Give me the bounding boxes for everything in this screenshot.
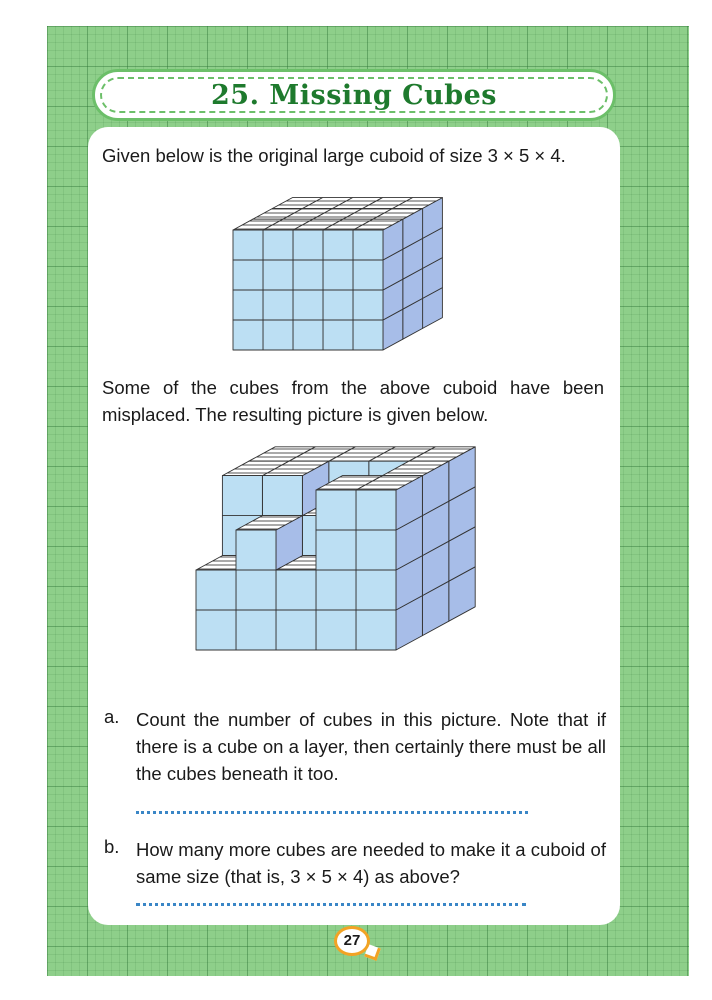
cube-front-face	[233, 260, 263, 290]
question-a-letter: a.	[104, 706, 120, 727]
cube-front-face	[356, 570, 396, 610]
cube-front-face	[263, 230, 293, 260]
answer-line-b[interactable]	[136, 903, 526, 906]
cube-front-face	[316, 490, 356, 530]
cube-front-face	[323, 320, 353, 350]
cube-front-face	[263, 260, 293, 290]
cube-front-face	[323, 260, 353, 290]
page-title: 25. Missing Cubes	[211, 80, 497, 111]
page-number-badge: 27	[334, 926, 370, 956]
original-cuboid-figure	[233, 198, 442, 350]
cube-front-face	[316, 570, 356, 610]
cube-front-face	[356, 490, 396, 530]
cube-front-face	[236, 530, 276, 570]
cube-front-face	[263, 290, 293, 320]
cube-front-face	[236, 610, 276, 650]
cube-front-face	[222, 476, 262, 516]
cube-front-face	[353, 230, 383, 260]
cube-front-face	[196, 570, 236, 610]
question-a-text: Count the number of cubes in this picture. Note that if there is a cube on a layer, then certainly there must be all the cubes beneath it too.	[136, 709, 606, 784]
cube-front-face	[276, 570, 316, 610]
cube-front-face	[316, 530, 356, 570]
cube-front-face	[276, 610, 316, 650]
cube-front-face	[293, 260, 323, 290]
intro-text: Given below is the original large cuboid of size 3 × 5 × 4.	[102, 145, 566, 166]
cube-front-face	[323, 230, 353, 260]
cube-front-face	[356, 610, 396, 650]
cube-front-face	[293, 290, 323, 320]
cube-front-face	[236, 570, 276, 610]
question-b-letter: b.	[104, 836, 120, 857]
cube-front-face	[356, 530, 396, 570]
answer-line-a[interactable]	[136, 811, 528, 814]
misplaced-text: Some of the cubes from the above cuboid have been misplaced. The resulting picture is given below.	[102, 377, 604, 425]
cube-front-face	[233, 320, 263, 350]
cube-front-face	[263, 320, 293, 350]
cube-front-face	[353, 320, 383, 350]
question-b-text: How many more cubes are needed to make it a cuboid of same size (that is, 3 × 5 × 4) as above?	[136, 839, 606, 887]
cube-front-face	[293, 230, 323, 260]
cube-front-face	[353, 260, 383, 290]
cube-front-face	[262, 476, 302, 516]
cube-front-face	[353, 290, 383, 320]
cube-front-face	[196, 610, 236, 650]
modified-cuboid-figure	[196, 447, 475, 650]
cube-front-face	[323, 290, 353, 320]
cube-front-face	[316, 610, 356, 650]
cube-front-face	[233, 230, 263, 260]
cube-front-face	[293, 320, 323, 350]
cube-front-face	[233, 290, 263, 320]
